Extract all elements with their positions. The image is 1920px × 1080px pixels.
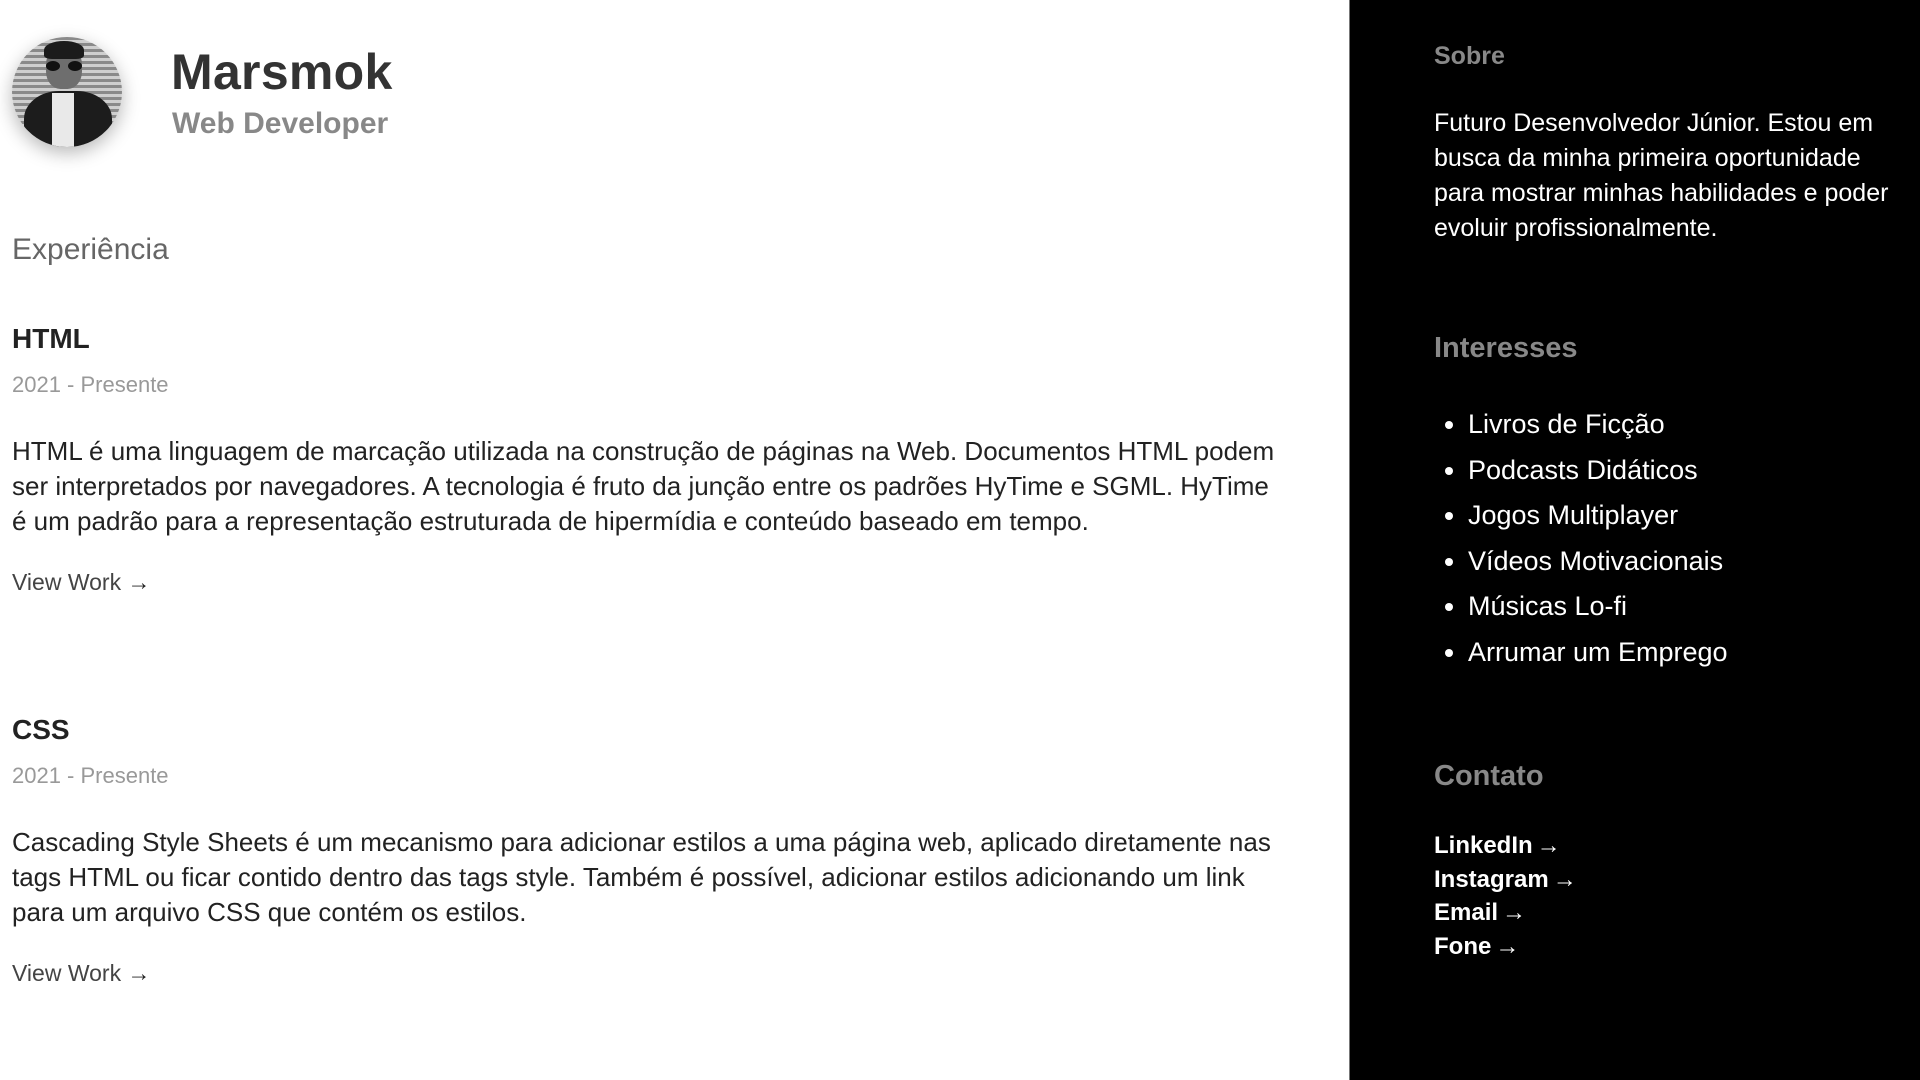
interests-title: Interesses: [1434, 332, 1578, 364]
arrow-right-icon: →: [127, 569, 151, 595]
avatar: [12, 37, 122, 147]
interest-item: [1434, 402, 1728, 448]
interest-item: [1434, 539, 1728, 585]
interest-label: Podcasts Didáticos: [1468, 454, 1698, 485]
contact-label: Fone: [1434, 932, 1492, 960]
contact-label: Email: [1434, 899, 1499, 926]
view-work-link-html[interactable]: [12, 567, 150, 597]
about-line: busca da minha primeira oportunidade: [1434, 144, 1861, 172]
arrow-right-icon: →: [1495, 932, 1520, 960]
about-text: [1434, 106, 1920, 246]
contact-link-phone[interactable]: [1434, 930, 1577, 964]
job-date: 2021 - Presente: [12, 372, 169, 397]
about-line: Futuro Desenvolvedor Júnior. Estou em: [1434, 109, 1874, 137]
bullet-icon: [1445, 467, 1453, 475]
avatar-hair-shape: [44, 41, 84, 59]
contact-label: LinkedIn: [1434, 832, 1533, 859]
job-title: HTML: [12, 323, 90, 354]
interest-label: Arrumar um Emprego: [1468, 636, 1728, 667]
interest-label: Livros de Ficção: [1468, 409, 1665, 439]
arrow-right-icon: →: [1552, 865, 1577, 893]
view-work-label: View Work: [12, 569, 122, 595]
experience-section-title: Experiência: [12, 233, 169, 266]
job-description: HTML é uma linguagem de marcação utilizada na construção de páginas na Web. Documentos HTML podem ser interpretados por navegadores. A tecnologia é fruto da junção entre os padrões HyTime e SGML. HyTime é um padrão para a representação estruturada de hipermídia e conteúdo baseado em tempo.: [12, 436, 1275, 536]
avatar-shirt-shape: [52, 93, 74, 147]
interest-label: Jogos Multiplayer: [1468, 500, 1679, 530]
contact-link-email[interactable]: [1434, 896, 1577, 930]
interest-item: [1434, 493, 1728, 539]
bullet-icon: [1445, 558, 1453, 566]
interests-list: [1434, 402, 1728, 675]
interest-item: [1434, 584, 1728, 630]
view-work-link-css[interactable]: [12, 958, 150, 988]
bullet-icon: [1445, 603, 1453, 611]
arrow-right-icon: →: [1502, 899, 1527, 926]
view-work-label: View Work: [12, 960, 122, 986]
experience-item-html: [12, 318, 1282, 597]
about-line: evoluir profissionalmente.: [1434, 214, 1718, 242]
job-title: CSS: [12, 714, 70, 745]
experience-item-css: [12, 709, 1282, 988]
interest-item: [1434, 448, 1728, 494]
profile-name: Marsmok: [171, 44, 393, 100]
about-title: Sobre: [1434, 42, 1505, 70]
contact-link-linkedin[interactable]: [1434, 829, 1577, 863]
sidebar: [1349, 0, 1920, 1080]
arrow-right-icon: →: [1536, 832, 1561, 859]
sunglasses-icon: [46, 61, 82, 71]
contact-links: [1434, 829, 1577, 963]
interest-label: Músicas Lo-fi: [1468, 591, 1628, 621]
about-line: para mostrar minhas habilidades e poder: [1434, 179, 1889, 207]
profile-role: Web Developer: [172, 107, 389, 140]
interest-item: [1434, 630, 1728, 676]
contact-title: Contato: [1434, 760, 1544, 792]
arrow-right-icon: →: [127, 960, 151, 986]
job-description: Cascading Style Sheets é um mecanismo para adicionar estilos a uma página web, aplicado diretamente nas tags HTML ou ficar contido dentro das tags style. Também é possível, adicionar estilos adicionando um link para um arquivo CSS que contém os estilos.: [12, 827, 1271, 927]
bullet-icon: [1445, 649, 1453, 657]
interest-label: Vídeos Motivacionais: [1468, 545, 1724, 576]
contact-link-instagram[interactable]: [1434, 863, 1577, 897]
job-date: 2021 - Presente: [12, 763, 169, 788]
bullet-icon: [1445, 512, 1453, 520]
contact-label: Instagram: [1434, 865, 1549, 893]
bullet-icon: [1445, 421, 1453, 429]
